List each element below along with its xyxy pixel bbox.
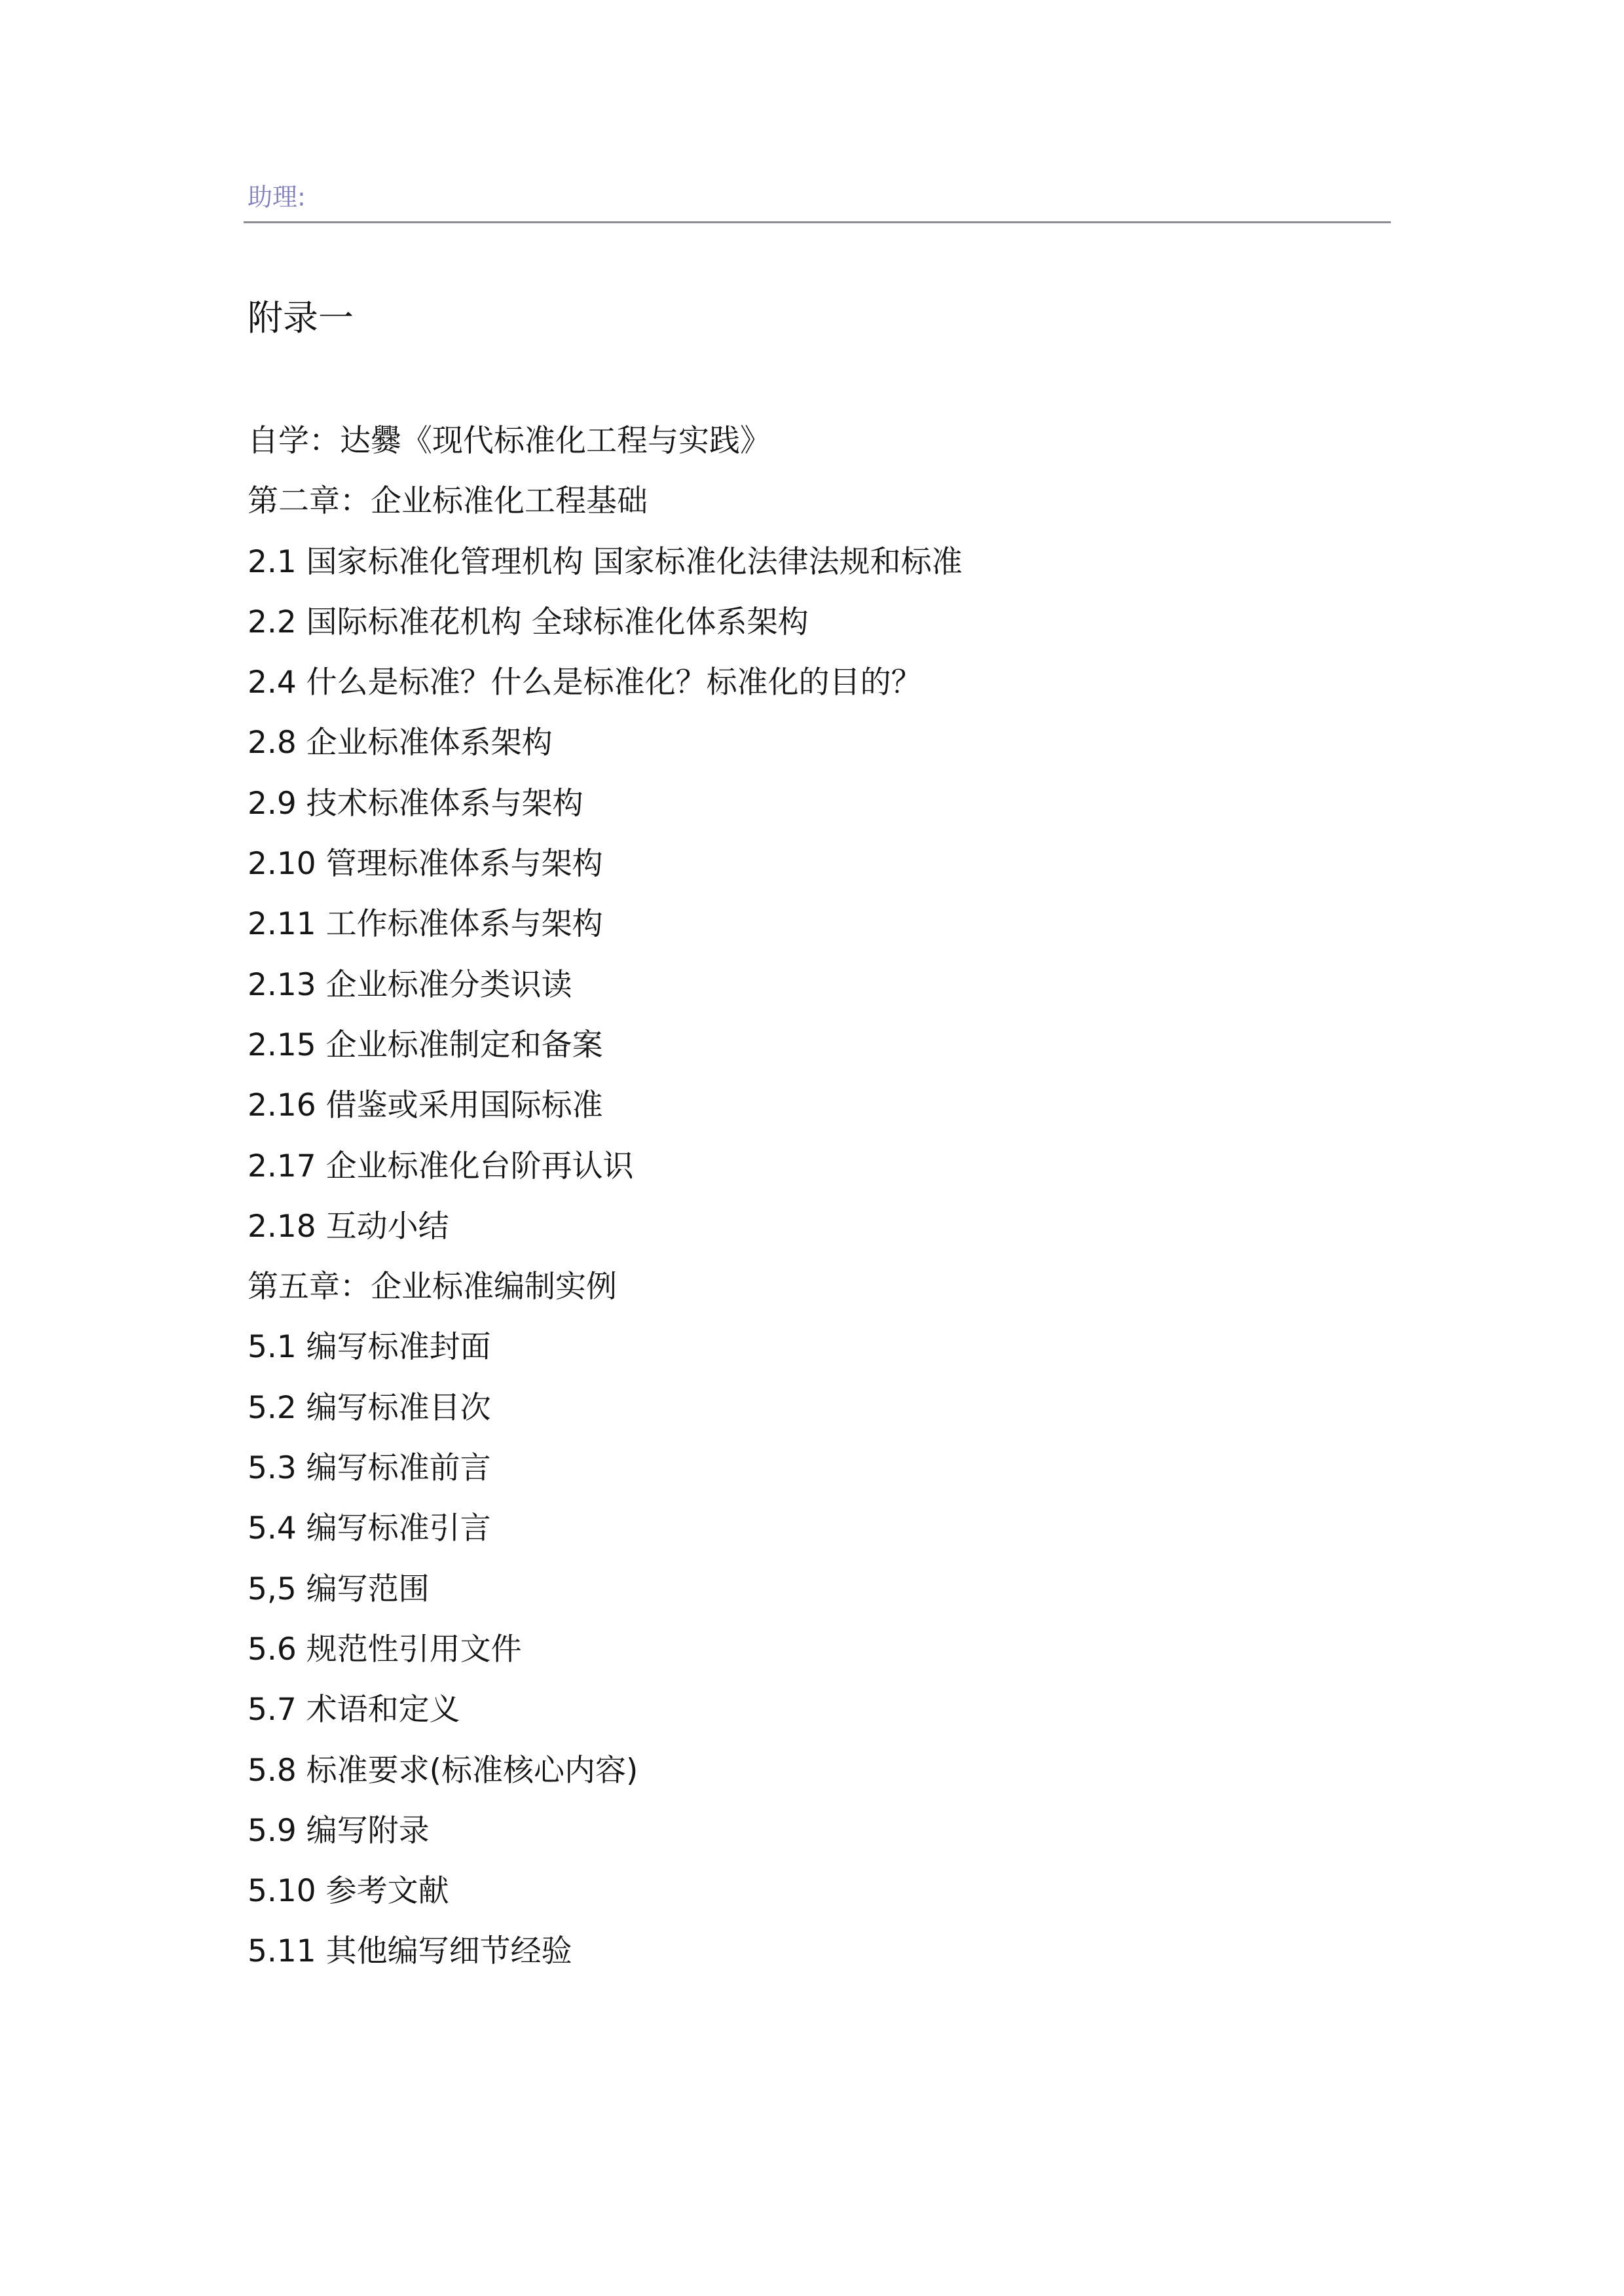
list-item: 2.17 企业标准化台阶再认识 [248, 1148, 634, 1184]
list-item: 5.4 编写标准引言 [248, 1510, 491, 1547]
list-item: 2.11 工作标准体系与架构 [248, 906, 603, 943]
list-item: 2.15 企业标准制定和备案 [248, 1027, 603, 1063]
chapter-heading-2: 第二章：企业标准化工程基础 [248, 483, 648, 520]
content-list [248, 418, 1387, 1989]
list-item: 5.11 其他编写细节经验 [248, 1933, 572, 1970]
list-item: 5.10 参考文献 [248, 1873, 449, 1910]
list-item: 2.16 借鉴或采用国际标准 [248, 1087, 603, 1124]
list-item: 5.2 编写标准目次 [248, 1389, 491, 1426]
list-item: 5,5 编写范围 [248, 1571, 430, 1607]
list-item: 5.6 规范性引用文件 [248, 1631, 522, 1667]
list-item: 5.7 术语和定义 [248, 1692, 460, 1728]
page-title: 附录一 [248, 297, 354, 338]
chapter-heading-5: 第五章：企业标准编制实例 [248, 1269, 617, 1305]
list-item: 5.8 标准要求(标准核心内容) [248, 1752, 638, 1789]
list-item: 2.2 国际标准花机构 全球标准化体系架构 [248, 604, 809, 640]
list-item: 2.10 管理标准体系与架构 [248, 846, 603, 883]
header-assistant-label: 助理: [248, 183, 306, 211]
list-item: 5.3 编写标准前言 [248, 1450, 491, 1487]
list-item: 5.1 编写标准封面 [248, 1329, 491, 1366]
list-item: 2.13 企业标准分类识读 [248, 966, 572, 1003]
list-item: 2.18 互动小结 [248, 1208, 449, 1245]
text-line-study: 自学：达爨《现代标准化工程与实践》 [248, 423, 771, 459]
header-divider [244, 221, 1391, 223]
list-item: 2.1 国家标准化管理机构 国家标准化法律法规和标准 [248, 543, 963, 580]
list-item: 2.8 企业标准体系架构 [248, 725, 553, 761]
list-item: 2.9 技术标准体系与架构 [248, 785, 583, 822]
list-item: 5.9 编写附录 [248, 1812, 430, 1849]
list-item: 2.4 什么是标准？什么是标准化？标准化的目的？ [248, 665, 922, 701]
